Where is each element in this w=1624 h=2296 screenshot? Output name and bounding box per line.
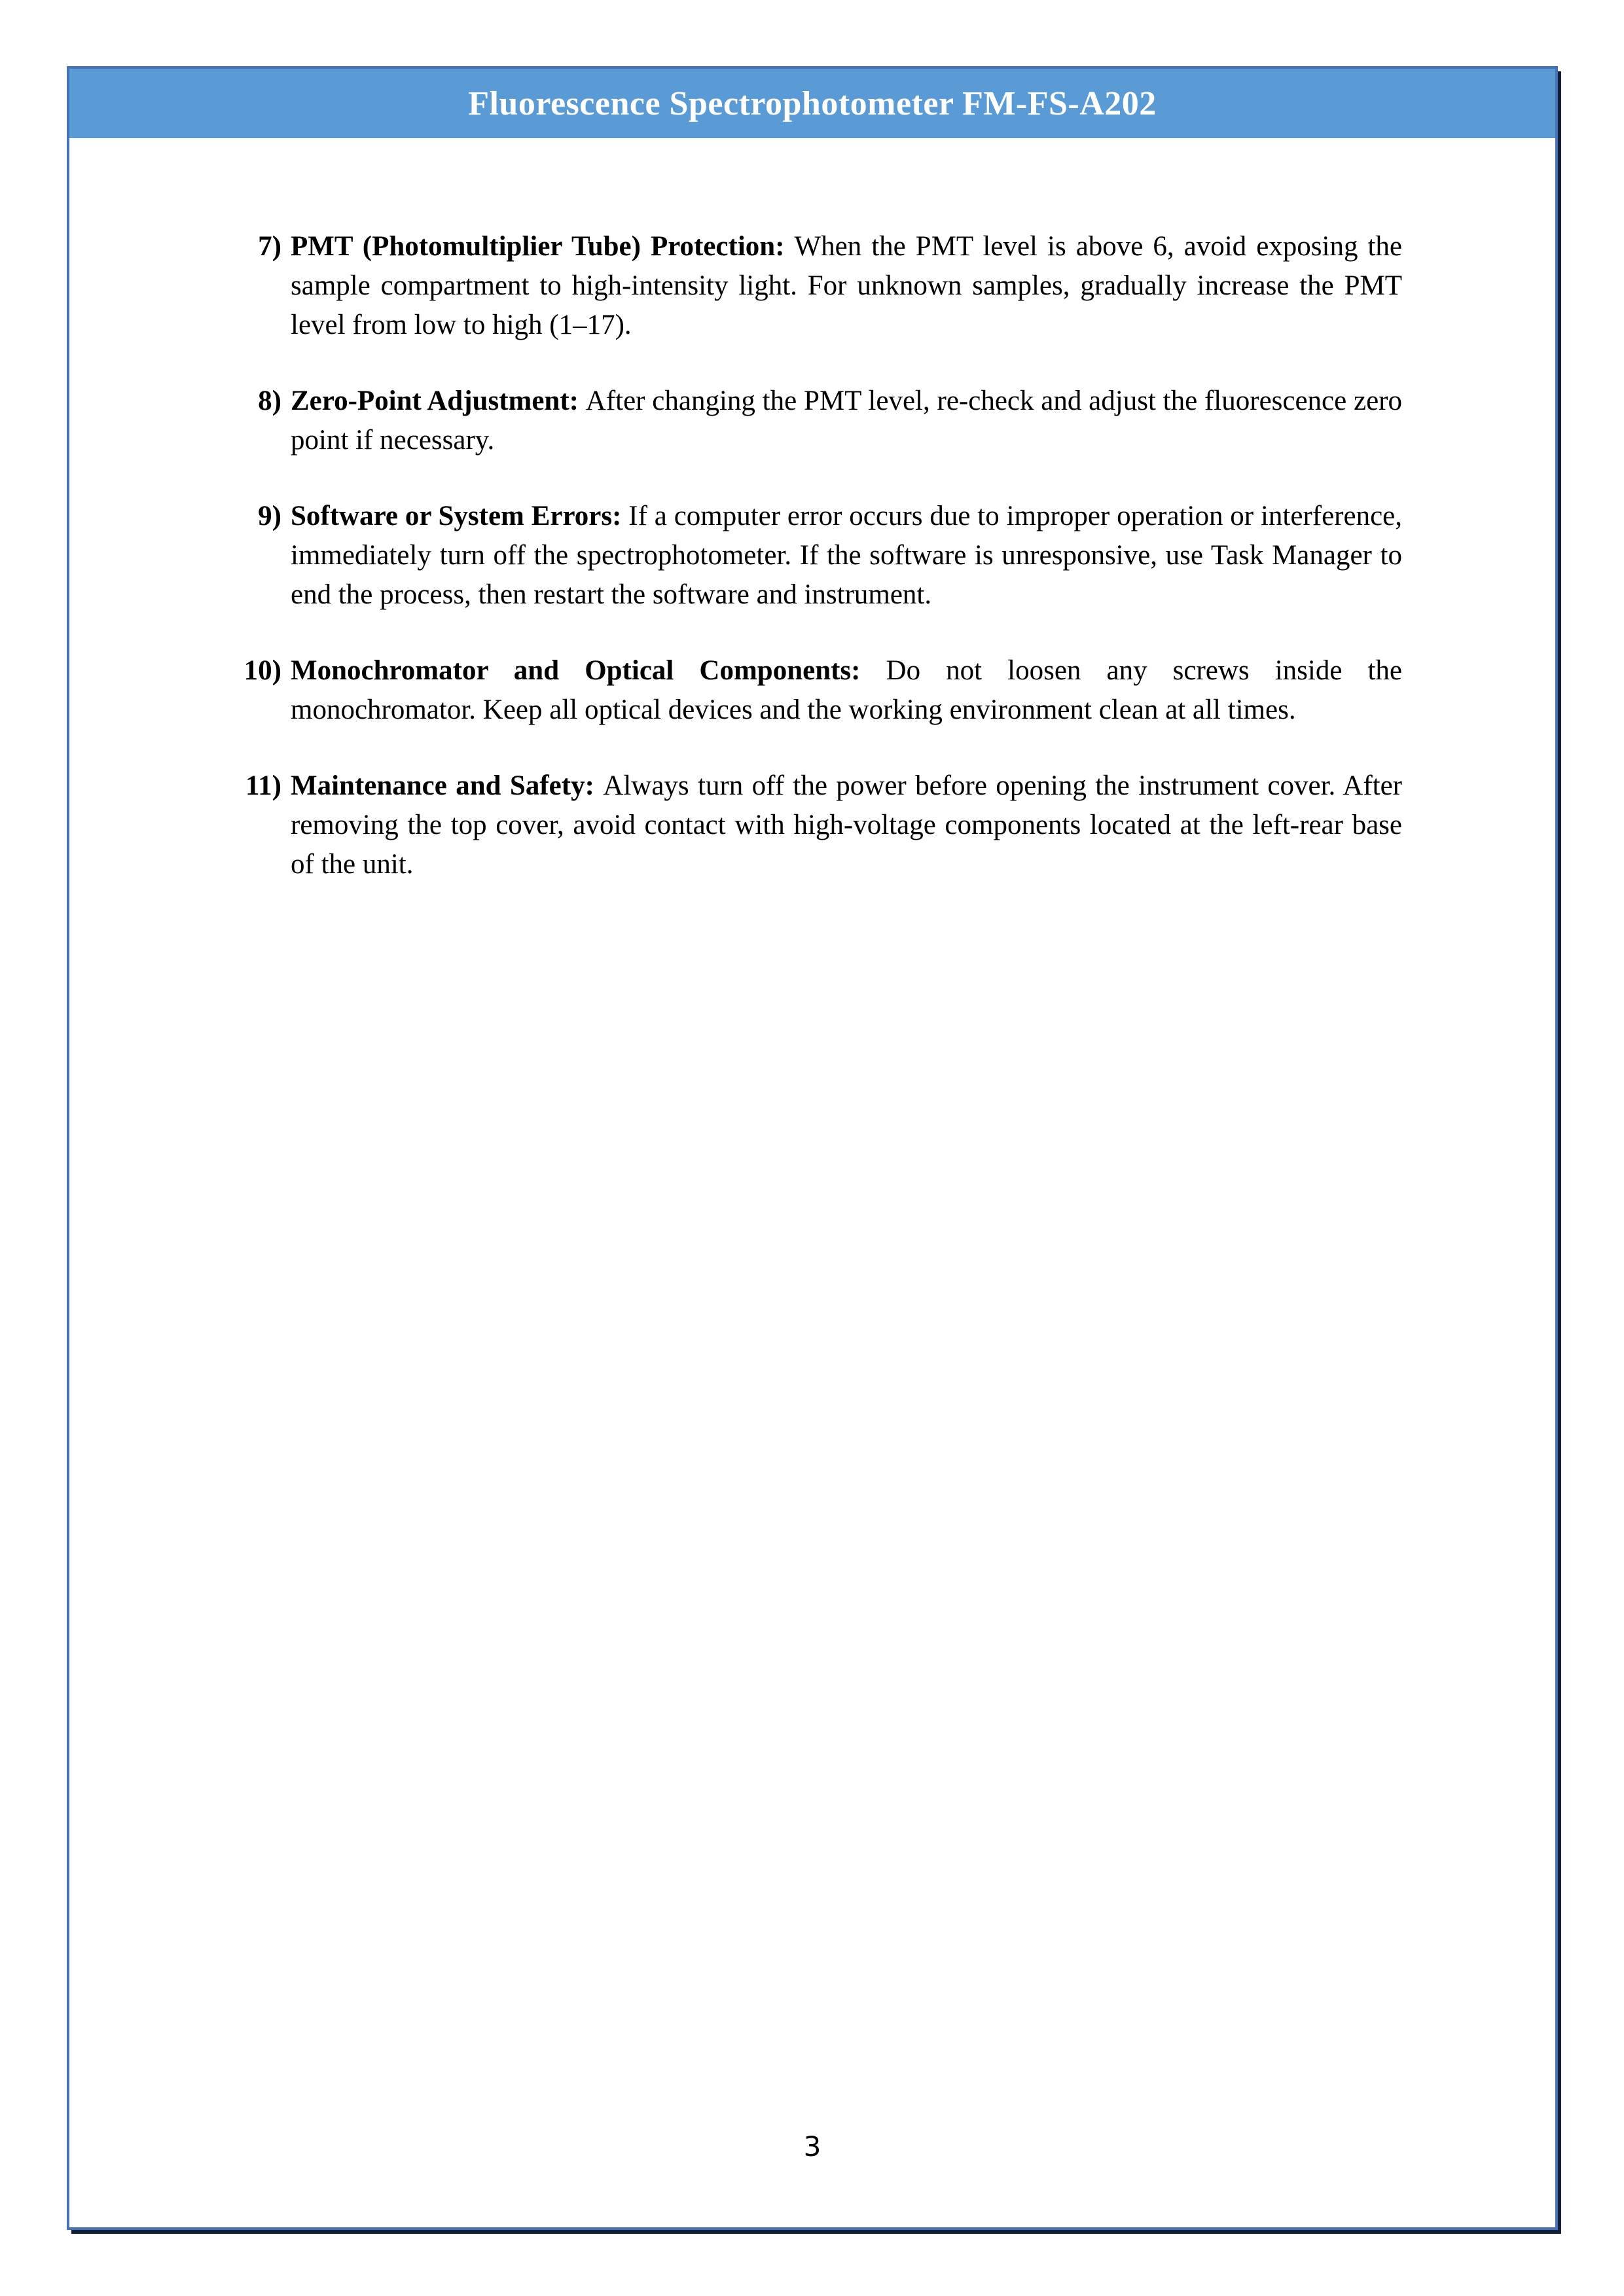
page-header <box>69 69 1555 138</box>
item-body: After changing the PMT level, re-check and adjust the fluorescence zero point if necessary. <box>291 386 1403 456</box>
item-number: 7) <box>258 231 281 262</box>
item-title: Software or System Errors: <box>291 501 629 531</box>
page-title: Fluorescence Spectrophotometer FM-FS-A202 <box>468 84 1157 122</box>
item-body: Do not loosen any screws inside the monochromator. Keep all optical devices and the working environment clean at all times. <box>291 655 1402 725</box>
item-text <box>291 227 1402 345</box>
item-number: 9) <box>258 501 281 531</box>
item-number: 10) <box>244 655 281 686</box>
item-title: Zero-Point Adjustment: <box>291 386 586 416</box>
list-item <box>69 497 1555 615</box>
list-item <box>69 651 1555 730</box>
item-body: When the PMT level is above 6, avoid exposing the sample compartment to high-intensity light. For unknown samples, gradually increase the PMT level from low to high (1–17). <box>291 231 1403 340</box>
item-text <box>291 382 1402 460</box>
item-title: Monochromator and Optical Components: <box>291 655 886 686</box>
item-text <box>291 766 1402 884</box>
safety-list <box>69 227 1555 884</box>
list-item <box>69 382 1555 460</box>
list-item <box>69 227 1555 345</box>
item-body: If a computer error occurs due to improper operation or interference, immediately turn off the spectrophotometer. If the software is unresponsive, use Task Manager to end the process, then restart the software and instrument. <box>291 501 1402 610</box>
item-number: 8) <box>258 386 281 416</box>
document-page <box>67 66 1558 2230</box>
page-number: 3 <box>803 2130 821 2162</box>
list-item <box>69 766 1555 884</box>
item-body: Always turn off the power before opening the instrument cover. After removing the top cover, avoid contact with high-voltage components located at the left-rear base of the unit. <box>291 770 1403 880</box>
item-title: PMT (Photomultiplier Tube) Protection: <box>291 231 795 262</box>
item-text <box>291 497 1402 615</box>
item-title: Maintenance and Safety: <box>291 770 604 801</box>
item-number: 11) <box>245 770 281 801</box>
item-text <box>291 651 1402 730</box>
